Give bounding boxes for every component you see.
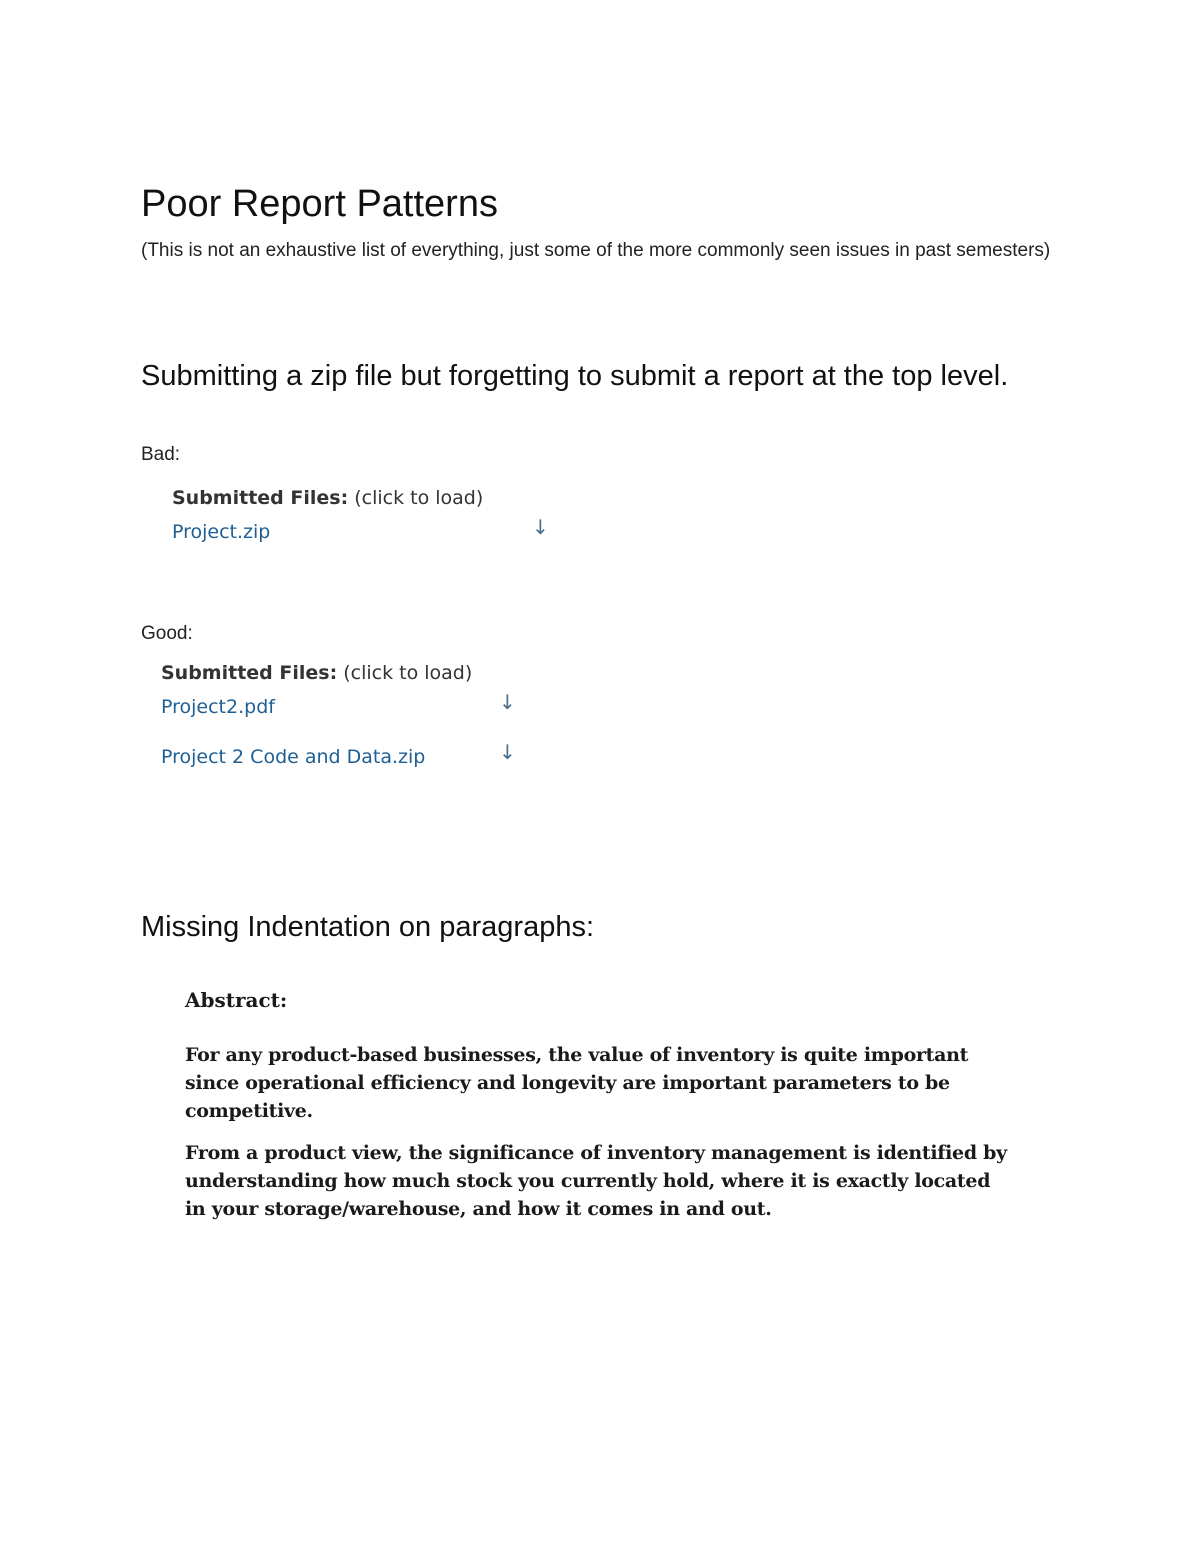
- download-icon[interactable]: ↓: [499, 740, 516, 764]
- good-label: Good:: [141, 623, 193, 644]
- file-row: [161, 690, 541, 734]
- section-heading-zip: Submitting a zip file but forgetting to submit a report at the top level.: [141, 360, 1009, 392]
- abstract-paragraph-1: For any product-based businesses, the value of inventory is quite important since operational efficiency and longevity are important parameters to be competitive.: [185, 1044, 969, 1122]
- page-subtitle: (This is not an exhaustive list of everything, just some of the more commonly seen issues in past semesters): [141, 240, 1051, 261]
- files-header-label: Submitted Files:: [172, 487, 349, 509]
- files-header-label: Submitted Files:: [161, 662, 338, 684]
- abstract-heading: Abstract:: [185, 988, 288, 1012]
- download-icon[interactable]: ↓: [499, 690, 516, 714]
- file-row: [161, 740, 541, 784]
- bad-label: Bad:: [141, 444, 181, 465]
- download-icon[interactable]: ↓: [532, 515, 549, 539]
- file-link-project-zip[interactable]: Project.zip: [172, 521, 271, 543]
- file-link-project2-pdf[interactable]: Project2.pdf: [161, 696, 275, 718]
- files-header-note: (click to load): [354, 487, 484, 509]
- good-files-panel: [161, 662, 541, 784]
- bad-files-panel: [172, 487, 572, 570]
- files-header: [161, 662, 541, 684]
- file-link-project2-code-zip[interactable]: Project 2 Code and Data.zip: [161, 746, 426, 768]
- page-title: Poor Report Patterns: [141, 183, 498, 225]
- files-header-note: (click to load): [343, 662, 473, 684]
- abstract-example: [185, 985, 1015, 1237]
- section-heading-indentation: Missing Indentation on paragraphs:: [141, 911, 595, 943]
- abstract-paragraph-2: From a product view, the significance of inventory management is identified by understanding how much stock you currently hold, where it is exactly located in your storage/warehouse, and how it comes in and out.: [185, 1142, 1007, 1220]
- file-row: [172, 515, 572, 570]
- files-header: [172, 487, 572, 509]
